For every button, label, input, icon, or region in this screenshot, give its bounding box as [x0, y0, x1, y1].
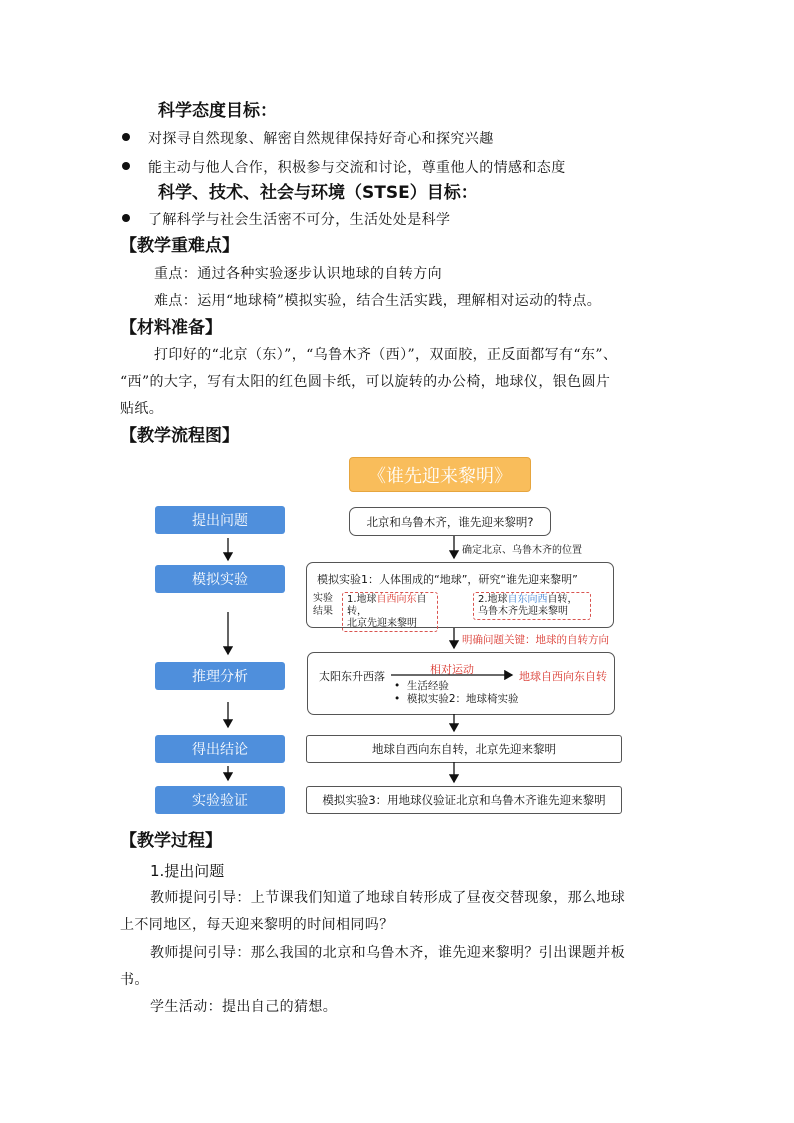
- difficult-point: 难点：运用“地球椅”模拟实验，结合生活实践，理解相对运动的特点。: [154, 293, 602, 309]
- question-box: 北京和乌鲁木齐，谁先迎来黎明?: [349, 507, 551, 536]
- materials-line-2: “西”的大字，写有太阳的红色圆卡纸，可以旋转的办公椅，地球仪，银色圆片: [120, 374, 611, 390]
- result-label-line-2: 结果: [313, 606, 333, 617]
- result-2-outcome: 乌鲁木齐先迎来黎明: [478, 606, 568, 617]
- step-simulation: 模拟实验: [155, 565, 285, 593]
- result-label-line-1: 实验: [313, 593, 333, 604]
- list-item: • 生活经验: [394, 680, 449, 692]
- attitude-heading: 科学态度目标：: [158, 101, 277, 121]
- result-1-direction: 自西向东: [376, 594, 417, 605]
- process-para-1-line-2: 上不同地区，每天迎来黎明的时间相同吗？: [120, 917, 394, 933]
- materials-line-3: 贴纸。: [120, 401, 164, 417]
- key-question-note: 明确问题关键：地球的自转方向: [462, 634, 609, 646]
- verification-box: 模拟实验3：用地球仪验证北京和乌鲁木齐谁先迎来黎明: [306, 786, 622, 814]
- stse-heading: 科学、技术、社会与环境（STSE）目标：: [158, 183, 478, 203]
- relative-motion-label: 相对运动: [430, 663, 474, 676]
- process-subheading: 1.提出问题: [150, 862, 225, 880]
- conclusion-box: 地球自西向东自转，北京先迎来黎明: [306, 735, 622, 763]
- flow-heading: 【教学流程图】: [120, 426, 239, 446]
- process-para-1-line-1: 教师提问引导：上节课我们知道了地球自转形成了昼夜交替现象，那么地球: [150, 890, 626, 906]
- life-experience: 生活经验: [406, 680, 449, 692]
- process-para-3: 学生活动：提出自己的猜想。: [150, 999, 338, 1015]
- result-1-text: 1.地球: [347, 594, 377, 605]
- result-2-direction: 自东向西: [507, 594, 548, 605]
- list-item: • 模拟实验2：地球椅实验: [394, 693, 519, 705]
- step-verification: 实验验证: [155, 786, 285, 814]
- key-point: 重点：通过各种实验逐步认识地球的自转方向: [154, 266, 442, 282]
- result-1-text-b: 自转，: [347, 594, 427, 617]
- result-1-outcome: 北京先迎来黎明: [347, 618, 417, 629]
- step-reasoning: 推理分析: [155, 662, 285, 690]
- key-points-heading: 【教学重难点】: [120, 236, 239, 256]
- sun-text: 太阳东升西落: [319, 670, 385, 683]
- stse-item-1: 了解科学与社会生活密不可分，生活处处是科学: [148, 212, 451, 228]
- materials-line-1: 打印好的“北京（东）”，“乌鲁木齐（西）”，双面胶，正反面都写有“东”、: [154, 347, 618, 363]
- process-para-2-line-2: 书。: [120, 972, 149, 988]
- flow-title-banner: 《谁先迎来黎明》: [349, 457, 531, 492]
- step-conclusion: 得出结论: [155, 735, 285, 763]
- experiment-1-title: 模拟实验1：人体围成的“地球”，研究“谁先迎来黎明”: [317, 573, 578, 586]
- process-heading: 【教学过程】: [120, 831, 222, 851]
- step-raise-question: 提出问题: [155, 506, 285, 534]
- result-2-text-b: 自转，: [547, 594, 578, 605]
- materials-heading: 【材料准备】: [120, 318, 222, 338]
- process-para-2-line-1: 教师提问引导：那么我国的北京和乌鲁木齐，谁先迎来黎明？引出课题并板: [150, 945, 626, 961]
- attitude-item-2: 能主动与他人合作，积极参与交流和讨论，尊重他人的情感和态度: [148, 160, 566, 176]
- experiment-2: 模拟实验2：地球椅实验: [406, 693, 519, 705]
- attitude-item-1: 对探寻自然现象、解密自然规律保持好奇心和探究兴趣: [148, 131, 494, 147]
- rotation-text: 地球自西向东自转: [519, 670, 607, 683]
- result-2-text: 2.地球: [478, 594, 508, 605]
- position-note: 确定北京、乌鲁木齐的位置: [462, 545, 582, 556]
